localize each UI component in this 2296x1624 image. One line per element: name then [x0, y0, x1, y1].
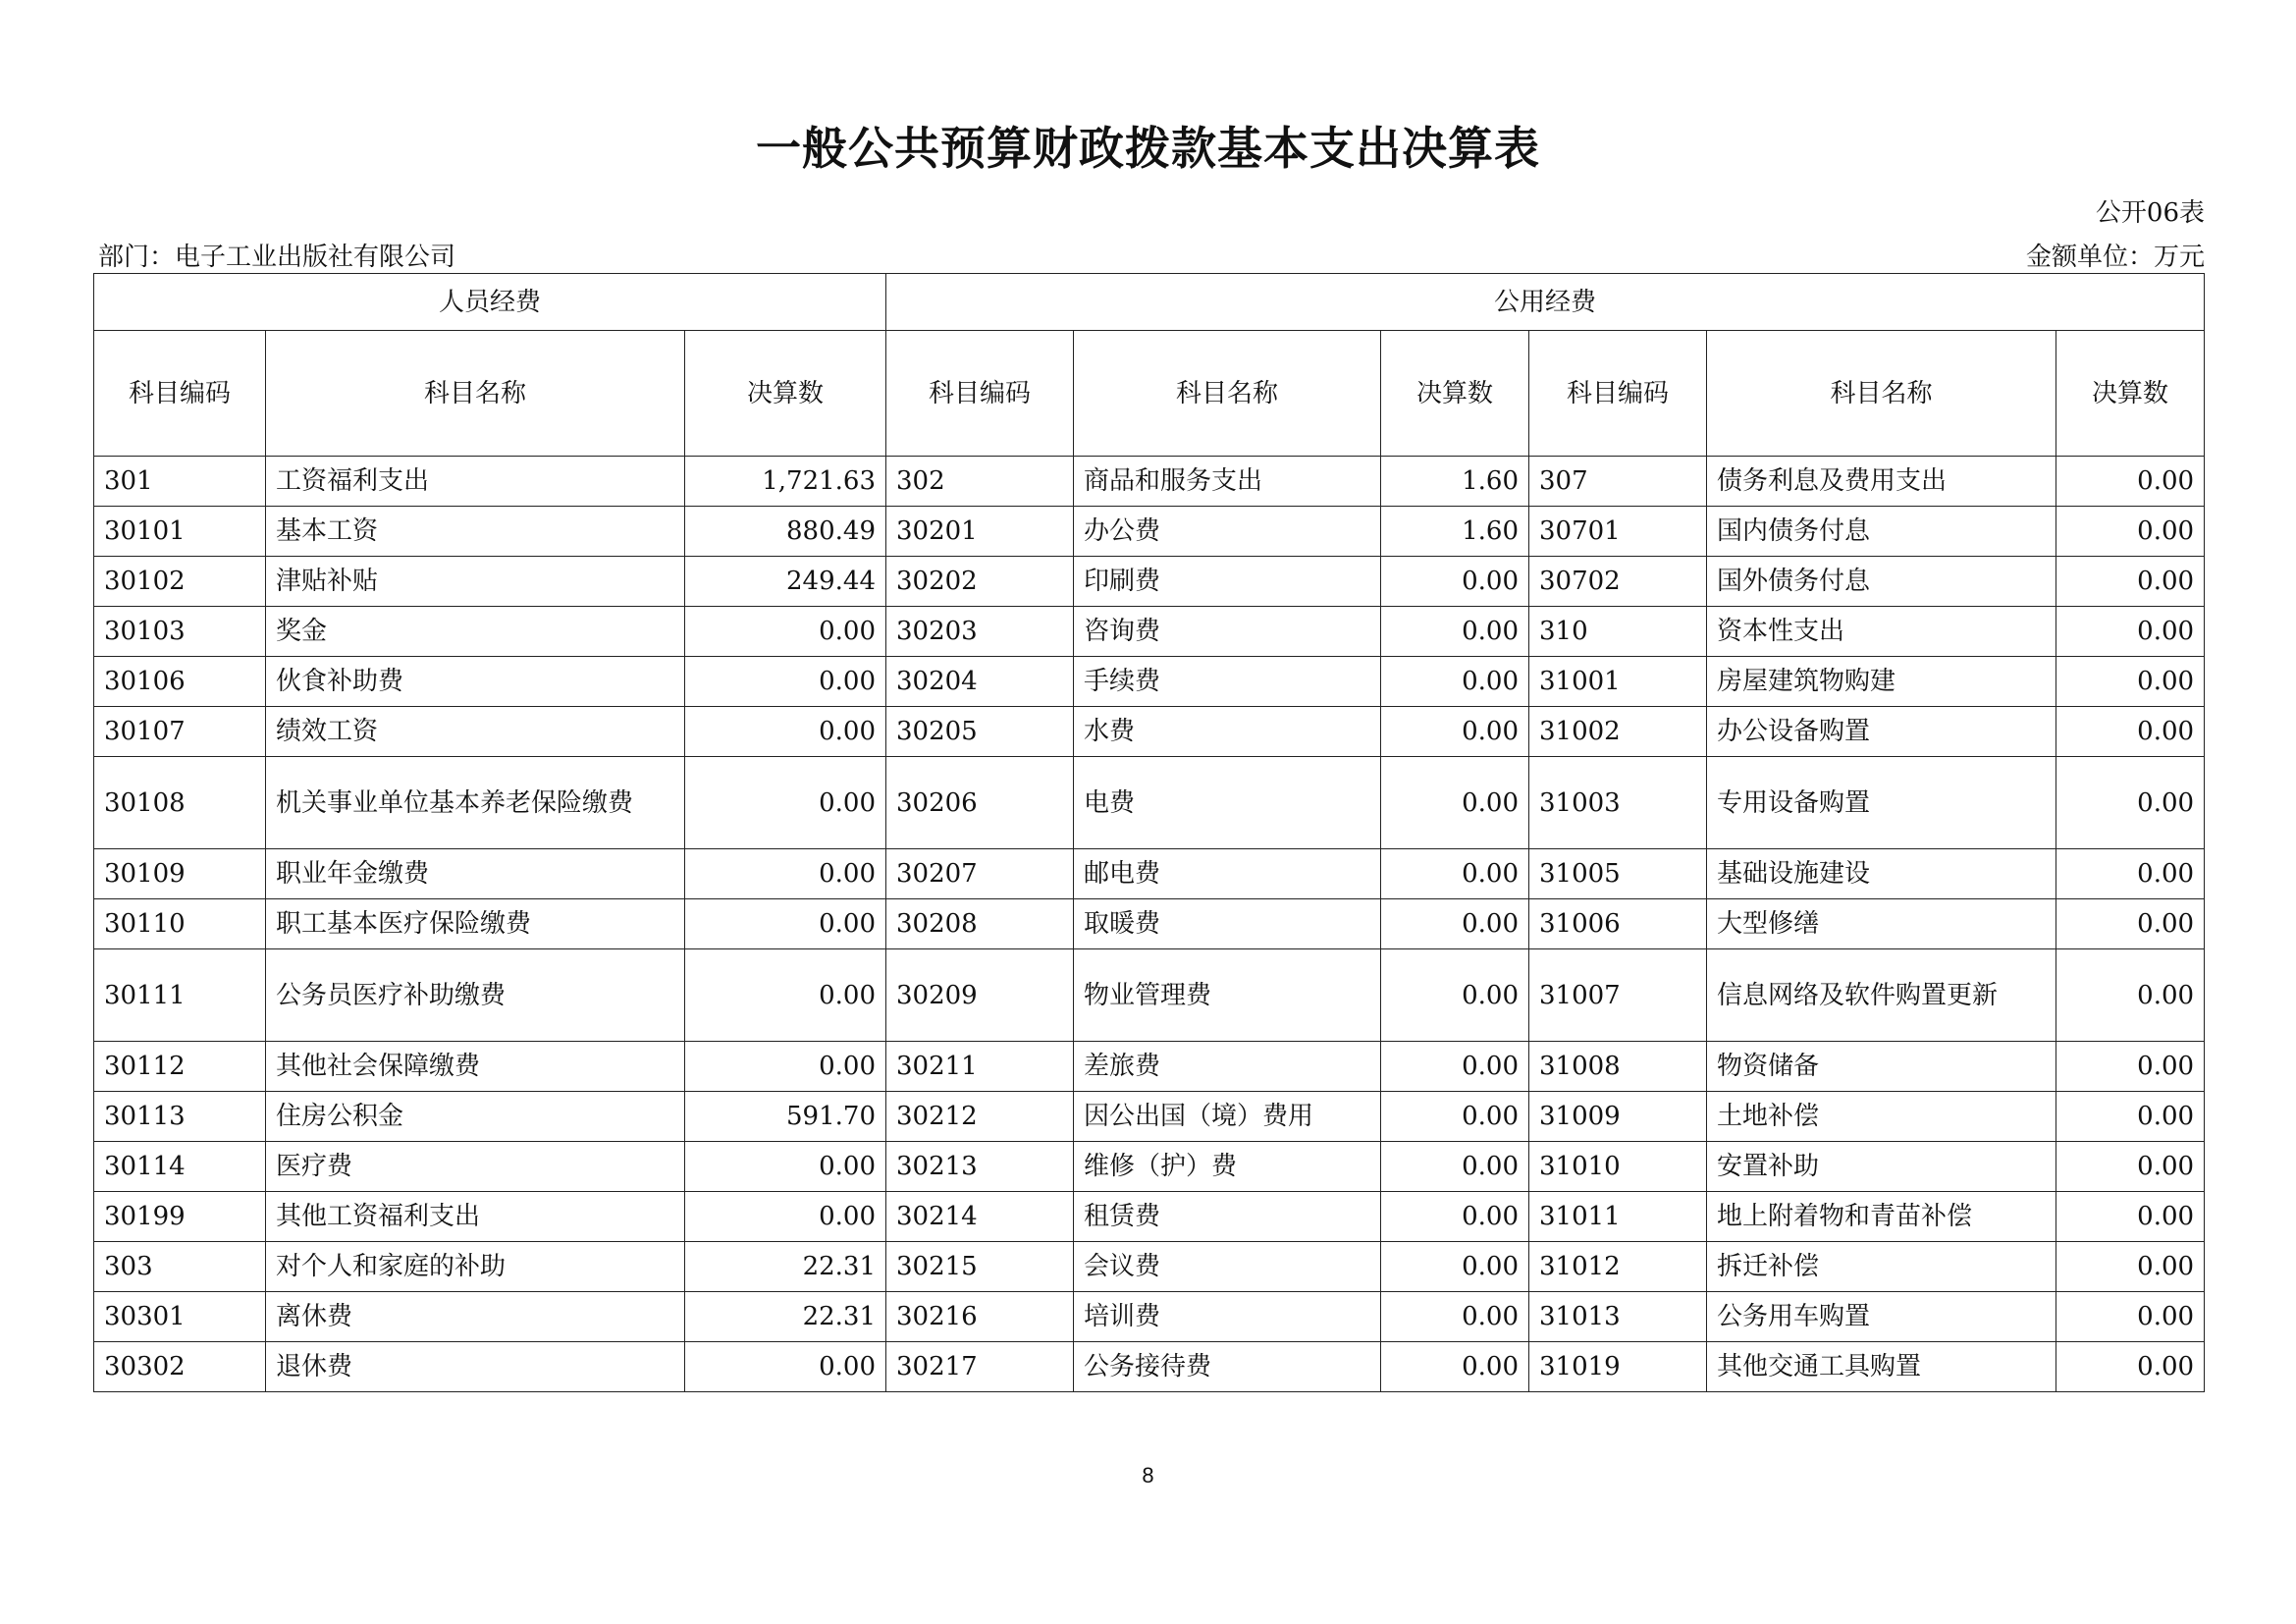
subject-code: 30701	[1529, 507, 1707, 557]
table-row	[94, 457, 2205, 507]
amount-value: 0.00	[2056, 457, 2205, 507]
amount-value: 0.00	[685, 1342, 886, 1392]
group-header-row	[94, 274, 2205, 331]
amount-value: 0.00	[1381, 899, 1529, 949]
subject-code: 30109	[94, 849, 266, 899]
header-amount: 决算数	[2056, 331, 2205, 457]
amount-value: 1.60	[1381, 457, 1529, 507]
amount-value: 0.00	[2056, 707, 2205, 757]
subject-code: 30301	[94, 1292, 266, 1342]
table-row	[94, 507, 2205, 557]
subject-code: 30107	[94, 707, 266, 757]
amount-value: 591.70	[685, 1092, 886, 1142]
subject-name: 维修（护）费	[1074, 1142, 1381, 1192]
subject-code: 30211	[886, 1042, 1074, 1092]
subject-code: 303	[94, 1242, 266, 1292]
subject-code: 31002	[1529, 707, 1707, 757]
header-name: 科目名称	[1707, 331, 2056, 457]
table-row	[94, 607, 2205, 657]
table-row	[94, 1092, 2205, 1142]
amount-value: 0.00	[1381, 657, 1529, 707]
header-amount: 决算数	[1381, 331, 1529, 457]
subject-code: 30110	[94, 899, 266, 949]
subject-name: 离休费	[266, 1292, 685, 1342]
subject-name: 国内债务付息	[1707, 507, 2056, 557]
subject-name: 咨询费	[1074, 607, 1381, 657]
subject-name: 取暖费	[1074, 899, 1381, 949]
table-row	[94, 949, 2205, 1042]
amount-value: 0.00	[2056, 1292, 2205, 1342]
subject-code: 31019	[1529, 1342, 1707, 1392]
subject-name: 物业管理费	[1074, 949, 1381, 1042]
subject-code: 30215	[886, 1242, 1074, 1292]
amount-value: 0.00	[2056, 1092, 2205, 1142]
subject-name: 奖金	[266, 607, 685, 657]
subject-code: 30216	[886, 1292, 1074, 1342]
amount-value: 0.00	[2056, 1192, 2205, 1242]
subject-code: 301	[94, 457, 266, 507]
subject-name: 公务接待费	[1074, 1342, 1381, 1392]
amount-value: 0.00	[2056, 949, 2205, 1042]
subject-code: 302	[886, 457, 1074, 507]
subject-code: 31003	[1529, 757, 1707, 849]
column-header-row	[94, 331, 2205, 457]
amount-value: 0.00	[2056, 1042, 2205, 1092]
subject-code: 30101	[94, 507, 266, 557]
amount-value: 0.00	[685, 607, 886, 657]
amount-value: 0.00	[1381, 1092, 1529, 1142]
table-row	[94, 849, 2205, 899]
amount-value: 0.00	[1381, 849, 1529, 899]
amount-value: 0.00	[2056, 1142, 2205, 1192]
amount-value: 22.31	[685, 1292, 886, 1342]
subject-code: 310	[1529, 607, 1707, 657]
subject-name: 信息网络及软件购置更新	[1707, 949, 2056, 1042]
subject-name: 因公出国（境）费用	[1074, 1092, 1381, 1142]
subject-code: 31001	[1529, 657, 1707, 707]
amount-value: 0.00	[685, 849, 886, 899]
amount-value: 0.00	[2056, 657, 2205, 707]
subject-name: 住房公积金	[266, 1092, 685, 1142]
subject-code: 31012	[1529, 1242, 1707, 1292]
amount-value: 0.00	[1381, 1142, 1529, 1192]
subject-code: 30209	[886, 949, 1074, 1042]
subject-code: 30202	[886, 557, 1074, 607]
amount-value: 0.00	[2056, 607, 2205, 657]
subject-code: 31009	[1529, 1092, 1707, 1142]
amount-value: 0.00	[1381, 1192, 1529, 1242]
subject-name: 公务员医疗补助缴费	[266, 949, 685, 1042]
subject-name: 基本工资	[266, 507, 685, 557]
amount-value: 1.60	[1381, 507, 1529, 557]
subject-code: 31013	[1529, 1292, 1707, 1342]
subject-name: 会议费	[1074, 1242, 1381, 1292]
subject-name: 医疗费	[266, 1142, 685, 1192]
subject-name: 专用设备购置	[1707, 757, 2056, 849]
subject-name: 印刷费	[1074, 557, 1381, 607]
amount-value: 0.00	[2056, 557, 2205, 607]
subject-name: 对个人和家庭的补助	[266, 1242, 685, 1292]
subject-name: 租赁费	[1074, 1192, 1381, 1242]
subject-code: 31006	[1529, 899, 1707, 949]
page-title: 一般公共预算财政拨款基本支出决算表	[756, 122, 1540, 175]
table-code: 公开06表	[2095, 198, 2205, 228]
header-name: 科目名称	[266, 331, 685, 457]
subject-code: 30206	[886, 757, 1074, 849]
subject-name: 拆迁补偿	[1707, 1242, 2056, 1292]
subject-name: 办公设备购置	[1707, 707, 2056, 757]
amount-unit-label: 金额单位：万元	[2025, 243, 2205, 272]
table-row	[94, 1142, 2205, 1192]
subject-name: 物资储备	[1707, 1042, 2056, 1092]
amount-value: 0.00	[1381, 757, 1529, 849]
subject-code: 30111	[94, 949, 266, 1042]
subject-code: 30113	[94, 1092, 266, 1142]
subject-code: 31007	[1529, 949, 1707, 1042]
subject-name: 地上附着物和青苗补偿	[1707, 1192, 2056, 1242]
subject-code: 31010	[1529, 1142, 1707, 1192]
page-number: 8	[1142, 1463, 1154, 1488]
header-name: 科目名称	[1074, 331, 1381, 457]
subject-name: 职工基本医疗保险缴费	[266, 899, 685, 949]
subject-name: 退休费	[266, 1342, 685, 1392]
header-code: 科目编码	[94, 331, 266, 457]
amount-value: 0.00	[685, 1042, 886, 1092]
header-code: 科目编码	[1529, 331, 1707, 457]
amount-value: 0.00	[2056, 1242, 2205, 1292]
table-row	[94, 707, 2205, 757]
subject-name: 电费	[1074, 757, 1381, 849]
amount-value: 880.49	[685, 507, 886, 557]
subject-name: 大型修缮	[1707, 899, 2056, 949]
amount-value: 0.00	[1381, 1242, 1529, 1292]
subject-name: 其他工资福利支出	[266, 1192, 685, 1242]
table-row	[94, 757, 2205, 849]
subject-code: 30207	[886, 849, 1074, 899]
subject-name: 基础设施建设	[1707, 849, 2056, 899]
subject-code: 30102	[94, 557, 266, 607]
subject-name: 债务利息及费用支出	[1707, 457, 2056, 507]
amount-value: 0.00	[685, 757, 886, 849]
department-label: 部门：电子工业出版社有限公司	[98, 243, 456, 272]
subject-name: 职业年金缴费	[266, 849, 685, 899]
subject-code: 30213	[886, 1142, 1074, 1192]
amount-value: 0.00	[1381, 1342, 1529, 1392]
table-row	[94, 1042, 2205, 1092]
amount-value: 0.00	[1381, 707, 1529, 757]
subject-code: 30203	[886, 607, 1074, 657]
subject-code: 30208	[886, 899, 1074, 949]
group-public: 公用经费	[886, 274, 2205, 331]
subject-name: 机关事业单位基本养老保险缴费	[266, 757, 685, 849]
amount-value: 0.00	[685, 707, 886, 757]
amount-value: 0.00	[685, 1192, 886, 1242]
group-personnel: 人员经费	[94, 274, 886, 331]
subject-name: 其他社会保障缴费	[266, 1042, 685, 1092]
subject-name: 商品和服务支出	[1074, 457, 1381, 507]
amount-value: 1,721.63	[685, 457, 886, 507]
header-code: 科目编码	[886, 331, 1074, 457]
table-row	[94, 1192, 2205, 1242]
subject-name: 办公费	[1074, 507, 1381, 557]
amount-value: 0.00	[1381, 949, 1529, 1042]
subject-code: 31005	[1529, 849, 1707, 899]
subject-name: 手续费	[1074, 657, 1381, 707]
table-body	[94, 457, 2205, 1392]
subject-name: 绩效工资	[266, 707, 685, 757]
amount-value: 0.00	[2056, 757, 2205, 849]
subject-name: 其他交通工具购置	[1707, 1342, 2056, 1392]
amount-value: 0.00	[1381, 1292, 1529, 1342]
subject-name: 工资福利支出	[266, 457, 685, 507]
subject-name: 国外债务付息	[1707, 557, 2056, 607]
amount-value: 0.00	[685, 899, 886, 949]
amount-value: 0.00	[685, 949, 886, 1042]
amount-value: 0.00	[2056, 899, 2205, 949]
subject-name: 安置补助	[1707, 1142, 2056, 1192]
subject-code: 30204	[886, 657, 1074, 707]
table-row	[94, 657, 2205, 707]
subject-name: 邮电费	[1074, 849, 1381, 899]
amount-value: 0.00	[1381, 607, 1529, 657]
amount-value: 0.00	[685, 1142, 886, 1192]
subject-code: 31011	[1529, 1192, 1707, 1242]
subject-code: 307	[1529, 457, 1707, 507]
amount-value: 0.00	[2056, 849, 2205, 899]
amount-value: 0.00	[2056, 1342, 2205, 1392]
subject-code: 31008	[1529, 1042, 1707, 1092]
amount-value: 0.00	[1381, 557, 1529, 607]
subject-name: 差旅费	[1074, 1042, 1381, 1092]
subject-code: 30702	[1529, 557, 1707, 607]
subject-code: 30106	[94, 657, 266, 707]
table-row	[94, 1242, 2205, 1292]
subject-code: 30217	[886, 1342, 1074, 1392]
table-row	[94, 1292, 2205, 1342]
subject-code: 30302	[94, 1342, 266, 1392]
subject-name: 房屋建筑物购建	[1707, 657, 2056, 707]
subject-name: 培训费	[1074, 1292, 1381, 1342]
subject-code: 30214	[886, 1192, 1074, 1242]
subject-code: 30108	[94, 757, 266, 849]
subject-name: 伙食补助费	[266, 657, 685, 707]
subject-name: 资本性支出	[1707, 607, 2056, 657]
subject-code: 30112	[94, 1042, 266, 1092]
table-row	[94, 1342, 2205, 1392]
subject-code: 30199	[94, 1192, 266, 1242]
subject-code: 30114	[94, 1142, 266, 1192]
subject-code: 30201	[886, 507, 1074, 557]
amount-value: 249.44	[685, 557, 886, 607]
subject-name: 公务用车购置	[1707, 1292, 2056, 1342]
table-row	[94, 557, 2205, 607]
subject-code: 30212	[886, 1092, 1074, 1142]
subject-name: 土地补偿	[1707, 1092, 2056, 1142]
table-row	[94, 899, 2205, 949]
amount-value: 0.00	[685, 657, 886, 707]
amount-value: 22.31	[685, 1242, 886, 1292]
amount-value: 0.00	[2056, 507, 2205, 557]
subject-name: 津贴补贴	[266, 557, 685, 607]
subject-name: 水费	[1074, 707, 1381, 757]
subject-code: 30205	[886, 707, 1074, 757]
header-amount: 决算数	[685, 331, 886, 457]
expenditure-table	[93, 273, 2205, 1392]
amount-value: 0.00	[1381, 1042, 1529, 1092]
subject-code: 30103	[94, 607, 266, 657]
